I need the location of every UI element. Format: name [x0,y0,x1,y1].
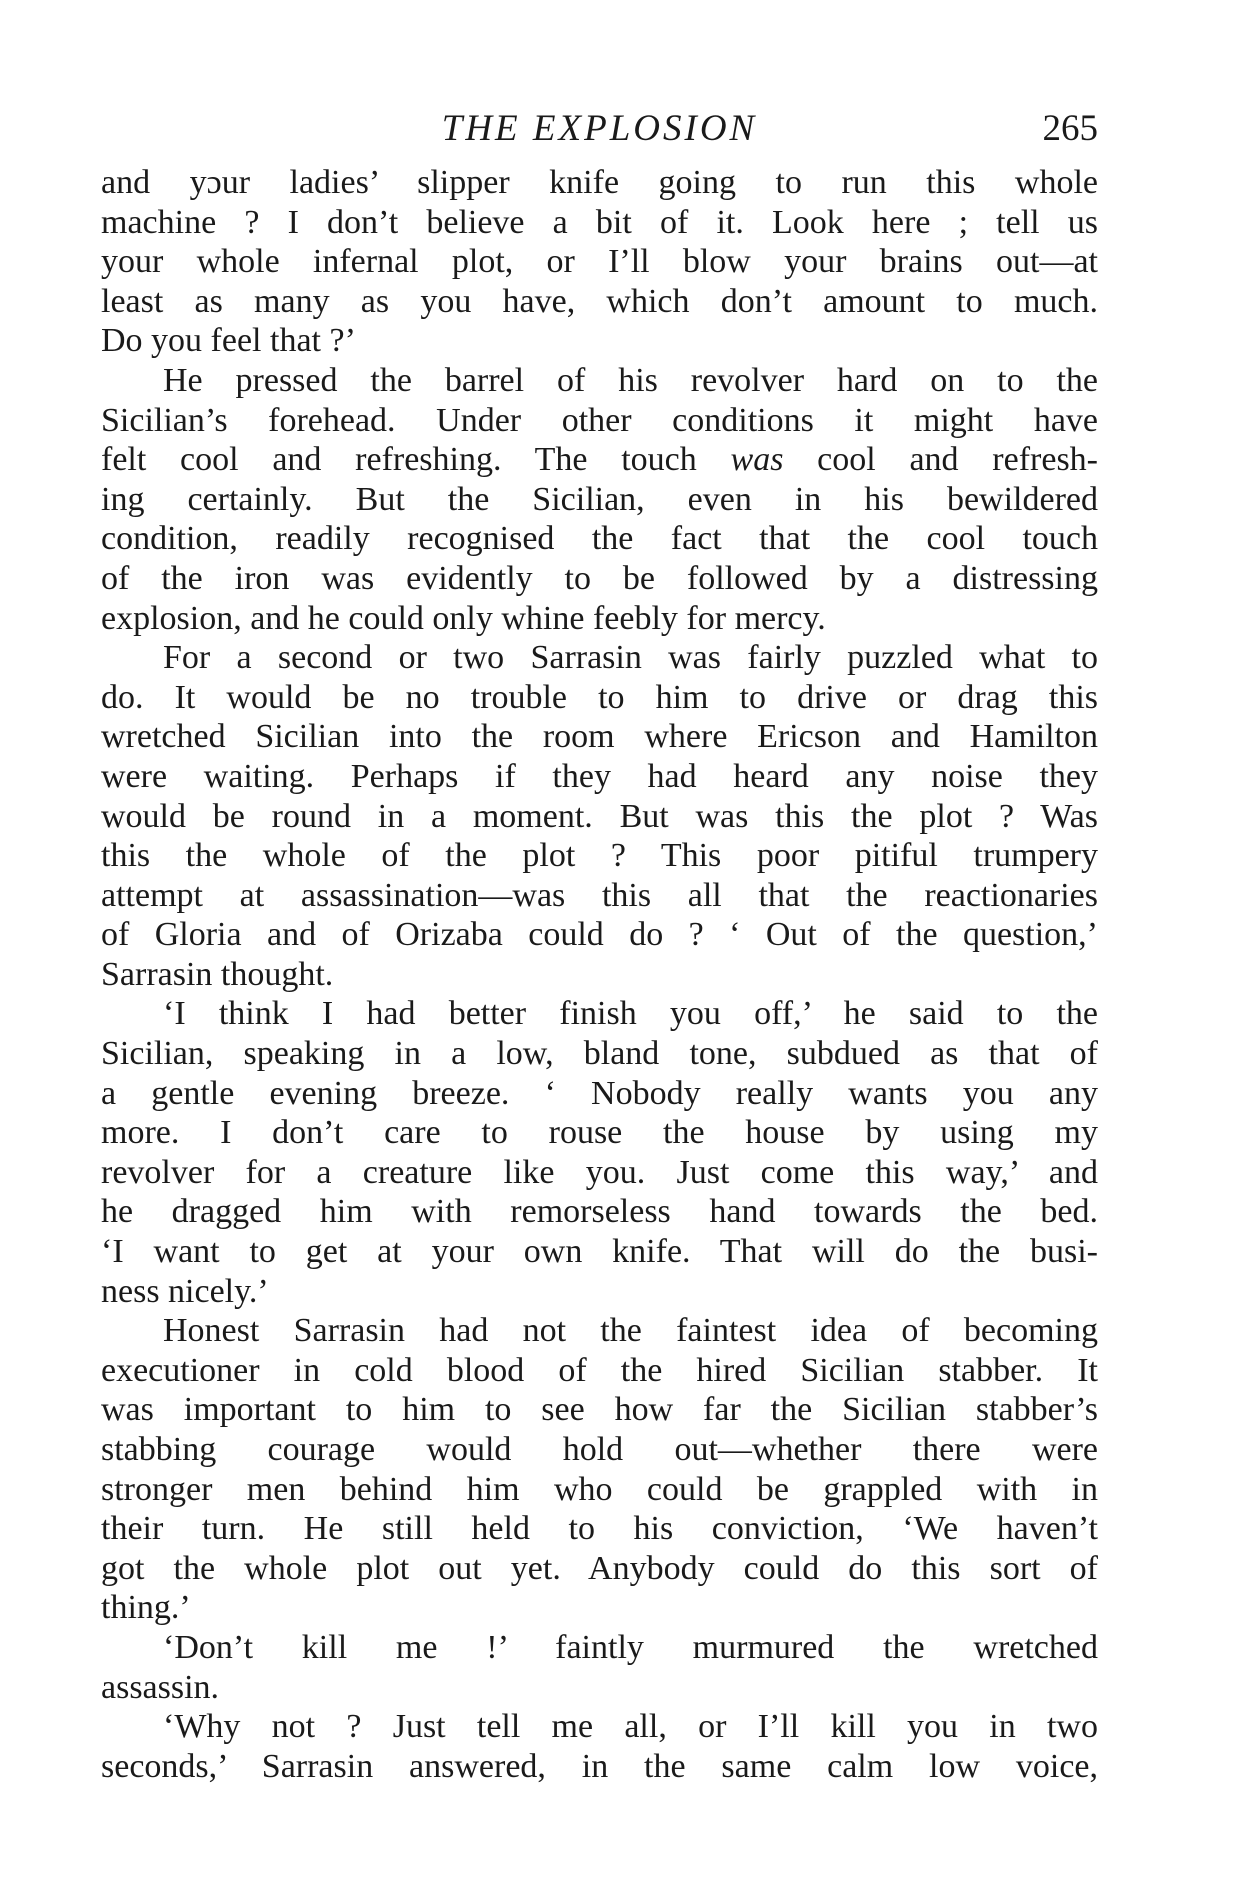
page-number: 265 [1042,108,1098,149]
text-line: more. I don’t care to rouse the house by using my [101,1114,1098,1152]
text-line: ‘Why not ? Just tell me all, or I’ll kill you in two [163,1708,1098,1746]
text-line: Honest Sarrasin had not the faintest idea of becoming [163,1312,1098,1350]
running-title: THE EXPLOSION [441,108,758,149]
text-line: least as many as you have, which don’t amount to much. [101,282,1098,320]
text-line: seconds,’ Sarrasin answered, in the same calm low voice, [101,1747,1098,1785]
text-line: were waiting. Perhaps if they had heard any noise they [101,757,1098,795]
text-line: Sicilian’s forehead. Under other conditions it might have [101,401,1098,439]
text-line: your whole infernal plot, or I’ll blow your brains out—at [101,243,1098,281]
text-line: Sicilian, speaking in a low, bland tone, subdued as that of [101,1035,1098,1073]
text-line: explosion, and he could only whine feebly for mercy. [101,599,826,637]
text-line: revolver for a creature like you. Just come this way,’ and [101,1153,1098,1191]
text-line: ing certainly. But the Sicilian, even in his bewildered [101,480,1098,518]
italic-emphasis: was [730,441,784,479]
text-line: ness nicely.’ [101,1272,269,1310]
text-line: wretched Sicilian into the room where Ericson and Hamilton [101,718,1098,756]
text-line: a gentle evening breeze. ‘ Nobody really wants you any [101,1074,1098,1112]
text-line: Sarrasin thought. [101,955,334,993]
text-line: and yɔur ladies’ slipper knife going to run this whole [101,164,1098,201]
text-line: machine ? I don’t believe a bit of it. Look here ; tell us [101,203,1098,241]
text-line: would be round in a moment. But was this the plot ? Was [101,797,1098,835]
text-line: ‘I think I had better finish you off,’ he said to the [163,995,1098,1033]
text-line: got the whole plot out yet. Anybody could do this sort of [101,1549,1098,1587]
text-line: He pressed the barrel of his revolver hard on to the [163,361,1098,399]
text-line: felt cool and refreshing. The touch was cool and refresh- [101,441,1098,479]
text-line: was important to him to see how far the Sicilian stabber’s [101,1391,1098,1429]
text-line: their turn. He still held to his conviction, ‘We haven’t [101,1510,1098,1548]
text-line: Do you feel that ?’ [101,322,356,360]
body-text [101,163,1098,1786]
text-line: ‘Don’t kill me !’ faintly murmured the wretched [163,1628,1098,1666]
text-line: For a second or two Sarrasin was fairly puzzled what to [163,639,1098,677]
text-line: stabbing courage would hold out—whether there were [101,1431,1098,1468]
text-line: ‘I want to get at your own knife. That will do the busi- [101,1233,1098,1271]
text-line: condition, readily recognised the fact that the cool touch [101,520,1098,558]
text-line: attempt at assassination—was this all that the reactionaries [101,876,1098,914]
text-line: do. It would be no trouble to him to drive or drag this [101,678,1098,716]
text-line: assassin. [101,1668,220,1706]
text-line: of the iron was evidently to be followed by a distressing [101,559,1098,597]
text-line: this the whole of the plot ? This poor pitiful trumpery [101,837,1098,875]
text-line: executioner in cold blood of the hired Sicilian stabber. It [101,1351,1098,1389]
text-line: stronger men behind him who could be grappled with in [101,1470,1098,1508]
page-header [101,104,1098,154]
text-line: of Gloria and of Orizaba could do ? ‘ Out of the question,’ [101,916,1098,954]
text-line: thing.’ [101,1589,191,1627]
text-line: he dragged him with remorseless hand towards the bed. [101,1193,1098,1231]
